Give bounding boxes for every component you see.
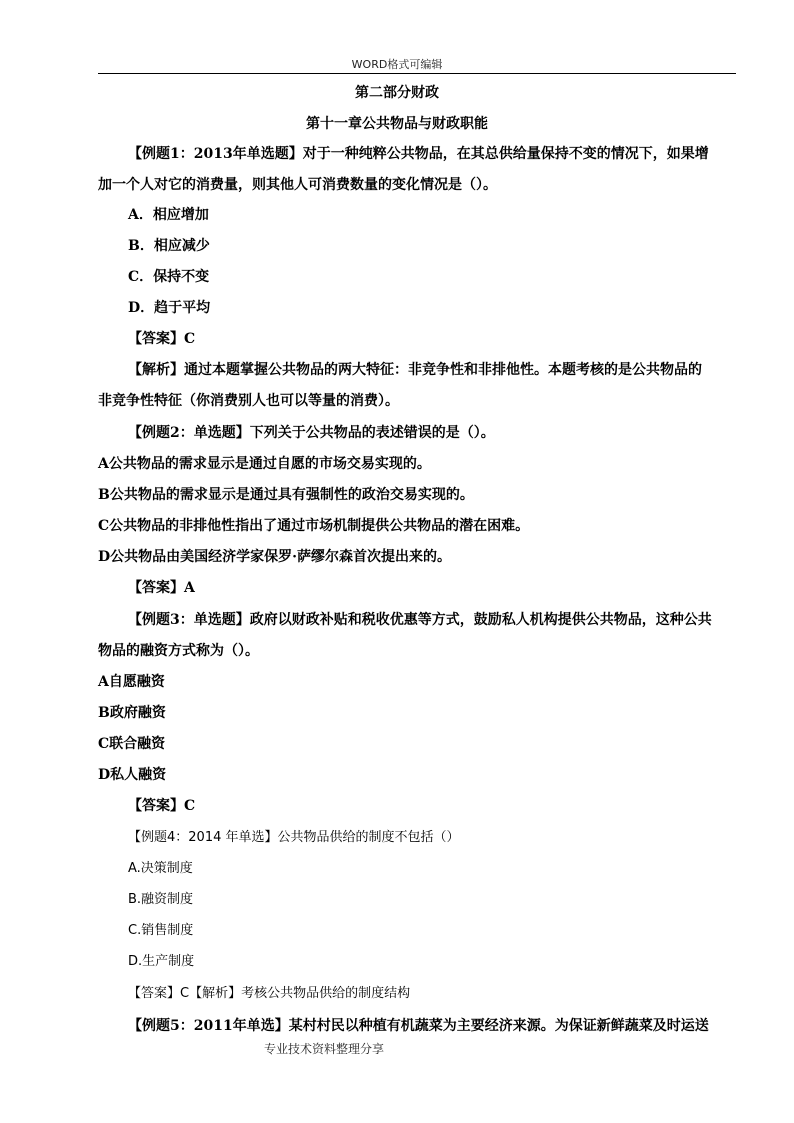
q1-option-a: A．相应增加 (128, 207, 209, 223)
q4-answer: 【答案】C【解析】考核公共物品供给的制度结构 (128, 986, 411, 1001)
q3-answer: 【答案】C (128, 798, 196, 814)
q4-option-d: D.生产制度 (128, 954, 195, 969)
q2-answer: 【答案】A (128, 580, 195, 596)
q3-option-b: B政府融资 (98, 705, 166, 721)
q1-option-c: C．保持不变 (128, 269, 210, 285)
q2-option-a: A公共物品的需求显示是通过自愿的市场交易实现的。 (98, 456, 431, 472)
page-header: WORD格式可编辑 (351, 58, 443, 71)
q4-option-b: B.融资制度 (128, 892, 194, 907)
q1-stem-line2: 加一个人对它的消费量，则其他人可消费数量的变化情况是（）。 (98, 177, 497, 193)
q3-option-d: D私人融资 (98, 767, 167, 783)
q2-option-b: B公共物品的需求显示是通过具有强制性的政治交易实现的。 (98, 487, 474, 503)
q4-stem: 【例题4：2014 年单选】公共物品供给的制度不包括（） (128, 830, 460, 845)
q2-option-c: C公共物品的非排他性指出了通过市场机制提供公共物品的潜在困难。 (98, 518, 530, 534)
q1-option-b: B．相应减少 (128, 238, 210, 254)
q1-analysis-line2: 非竞争性特征（你消费别人也可以等量的消费）。 (98, 393, 399, 409)
q3-stem-line1: 【例题3：单选题】政府以财政补贴和税收优惠等方式，鼓励私人机构提供公共物品，这种公共 (128, 612, 712, 628)
q3-option-a: A自愿融资 (98, 674, 165, 690)
q1-option-d: D．趋于平均 (128, 300, 211, 316)
page-footer: 专业技术资料整理分享 (264, 1042, 385, 1056)
q1-stem-line1: 【例题1：2013年单选题】对于一种纯粹公共物品，在其总供给量保持不变的情况下，如果增 (128, 146, 709, 162)
q2-stem: 【例题2：单选题】下列关于公共物品的表述错误的是（）。 (128, 425, 495, 441)
q4-option-c: C.销售制度 (128, 923, 194, 938)
header-divider (98, 73, 736, 74)
q5-stem-line1: 【例题5：2011年单选】某村村民以种植有机蔬菜为主要经济来源。为保证新鲜蔬菜及时运送 (128, 1018, 709, 1034)
q2-option-d: D公共物品由美国经济学家保罗·萨缪尔森首次提出来的。 (98, 549, 452, 565)
q3-option-c: C联合融资 (98, 736, 166, 752)
chapter-title: 第十一章公共物品与财政职能 (306, 116, 488, 132)
q4-option-a: A.决策制度 (128, 861, 193, 876)
q3-stem-line2: 物品的融资方式称为（）。 (98, 643, 259, 659)
q1-answer: 【答案】C (128, 331, 196, 347)
part-title: 第二部分财政 (355, 85, 439, 101)
q1-analysis-line1: 【解析】通过本题掌握公共物品的两大特征：非竞争性和非排他性。本题考核的是公共物品的 (128, 362, 702, 378)
